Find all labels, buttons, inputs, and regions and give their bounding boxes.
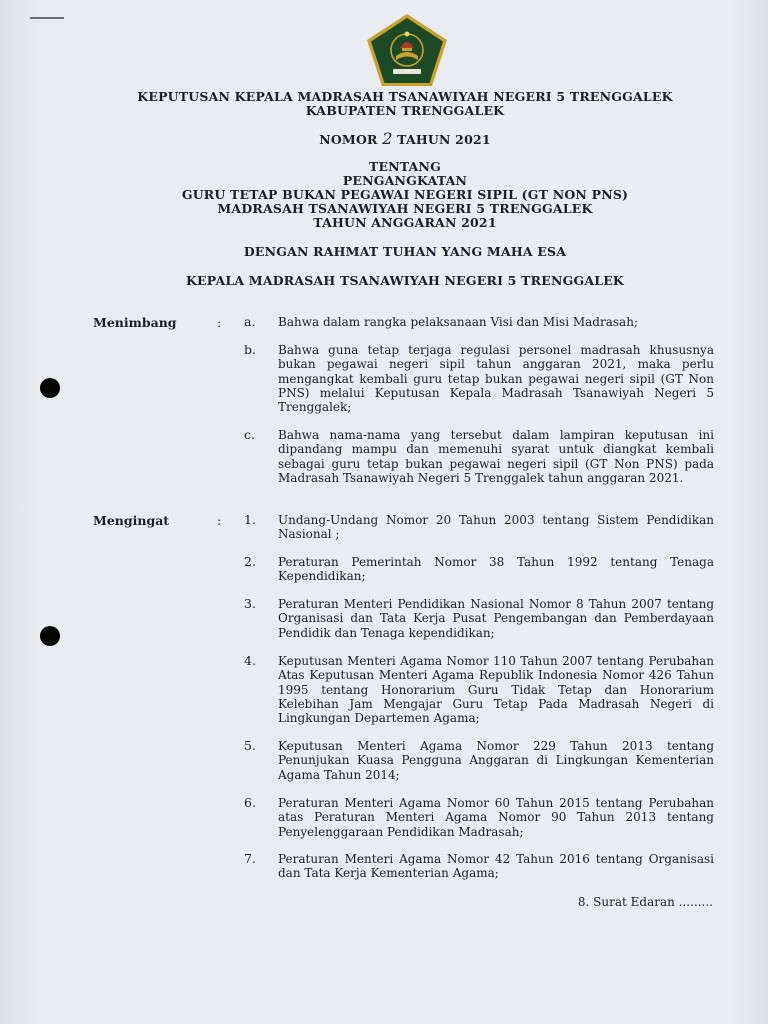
item-text: Undang-Undang Nomor 20 Tahun 2003 tentang Sistem Pendidikan Nasional ; (278, 513, 714, 542)
nomor-label: NOMOR (319, 132, 378, 147)
item-marker: c. (244, 427, 255, 442)
item-marker: a. (244, 314, 256, 329)
item-marker: 5. (244, 738, 256, 753)
decree-number (90, 129, 720, 148)
subject-line: TENTANG (368, 159, 442, 174)
issuer-title: KEPALA MADRASAH TSANAWIYAH NEGERI 5 TRENGGALEK (185, 273, 625, 288)
item-text: Keputusan Menteri Agama Nomor 110 Tahun 2007 tentang Perubahan Atas Keputusan Menteri Agama Republik Indonesia Nomor 426 Tahun 1995 tentang Honorarium Guru Tidak Tetap dan Honorarium Kelebihan Jam Mengajar Guru Tetap Pada Madrasah Negeri di Lingkungan Departemen Agama; (278, 654, 714, 726)
corner-mark (30, 17, 64, 19)
item-text: Peraturan Menteri Pendidikan Nasional Nomor 8 Tahun 2007 tentang Organisasi dan Tata Kerja Pusat Pengembangan dan Pemberdayaan Pendidik dan Tenaga kependidikan; (278, 597, 714, 640)
item-marker: 1. (244, 512, 256, 527)
punch-hole (40, 378, 60, 398)
continuation-note: 8. Surat Edaran ......... (577, 895, 713, 909)
item-text: Peraturan Menteri Agama Nomor 60 Tahun 2015 tentang Perubahan atas Peraturan Menteri Agama Nomor 90 Tahun 2013 tentang Penyelenggaraan Pendidikan Madrasah; (278, 796, 714, 839)
item-marker: 3. (244, 596, 256, 611)
item-marker: 6. (244, 795, 256, 810)
nomor-year: TAHUN 2021 (397, 132, 491, 147)
mengingat-colon: : (217, 513, 222, 528)
item-text: Peraturan Pemerintah Nomor 38 Tahun 1992 tentang Tenaga Kependidikan; (278, 555, 714, 584)
punch-hole (40, 626, 60, 646)
subject-line: GURU TETAP BUKAN PEGAWAI NEGERI SIPIL (GT NON PNS) (181, 187, 629, 202)
decree-subject (90, 160, 720, 230)
item-text: Bahwa guna tetap terjaga regulasi personel madrasah khususnya bukan pegawai negeri sipil tahun anggaran 2021, maka perlu mengangkat kembali guru tetap bukan pegawai negeri sipil (GT Non PNS) melalui Keputusan Kepala Madrasah Tsanawiyah Negeri 5 Trenggalek; (278, 343, 714, 415)
ministry-emblem-icon (365, 12, 449, 88)
subject-line: MADRASAH TSANAWIYAH NEGERI 5 TRENGGALEK (217, 201, 593, 216)
item-marker: b. (244, 342, 256, 357)
item-text: Bahwa nama-nama yang tersebut dalam lampiran keputusan ini dipandang mampu dan memenuhi syarat untuk diangkat kembali sebagai guru tetap bukan pegawai negeri sipil (GT Non PNS) pada Madrasah Tsanawiyah Negeri 5 Trenggalek tahun anggaran 2021. (278, 428, 714, 485)
item-text: Bahwa dalam rangka pelaksanaan Visi dan Misi Madrasah; (278, 315, 638, 329)
subject-line: TAHUN ANGGARAN 2021 (313, 215, 497, 230)
decree-title (90, 90, 720, 118)
menimbang-colon: : (217, 315, 222, 330)
mengingat-label: Mengingat (93, 513, 170, 528)
title-line: KABUPATEN TRENGGALEK (305, 103, 505, 118)
nomor-value: 2 (382, 129, 393, 148)
item-marker: 7. (244, 851, 256, 866)
subject-line: PENGANGKATAN (342, 173, 468, 188)
item-marker: 4. (244, 653, 256, 668)
menimbang-label: Menimbang (93, 315, 177, 330)
title-line: KEPUTUSAN KEPALA MADRASAH TSANAWIYAH NEGERI 5 TRENGGALEK (137, 89, 673, 104)
invocation: DENGAN RAHMAT TUHAN YANG MAHA ESA (243, 244, 567, 259)
item-marker: 2. (244, 554, 256, 569)
item-text: Peraturan Menteri Agama Nomor 42 Tahun 2016 tentang Organisasi dan Tata Kerja Kementerian Agama; (278, 852, 714, 881)
item-text: Keputusan Menteri Agama Nomor 229 Tahun 2013 tentang Penunjukan Kuasa Pengguna Anggaran di Lingkungan Kementerian Agama Tahun 2014; (278, 739, 714, 782)
